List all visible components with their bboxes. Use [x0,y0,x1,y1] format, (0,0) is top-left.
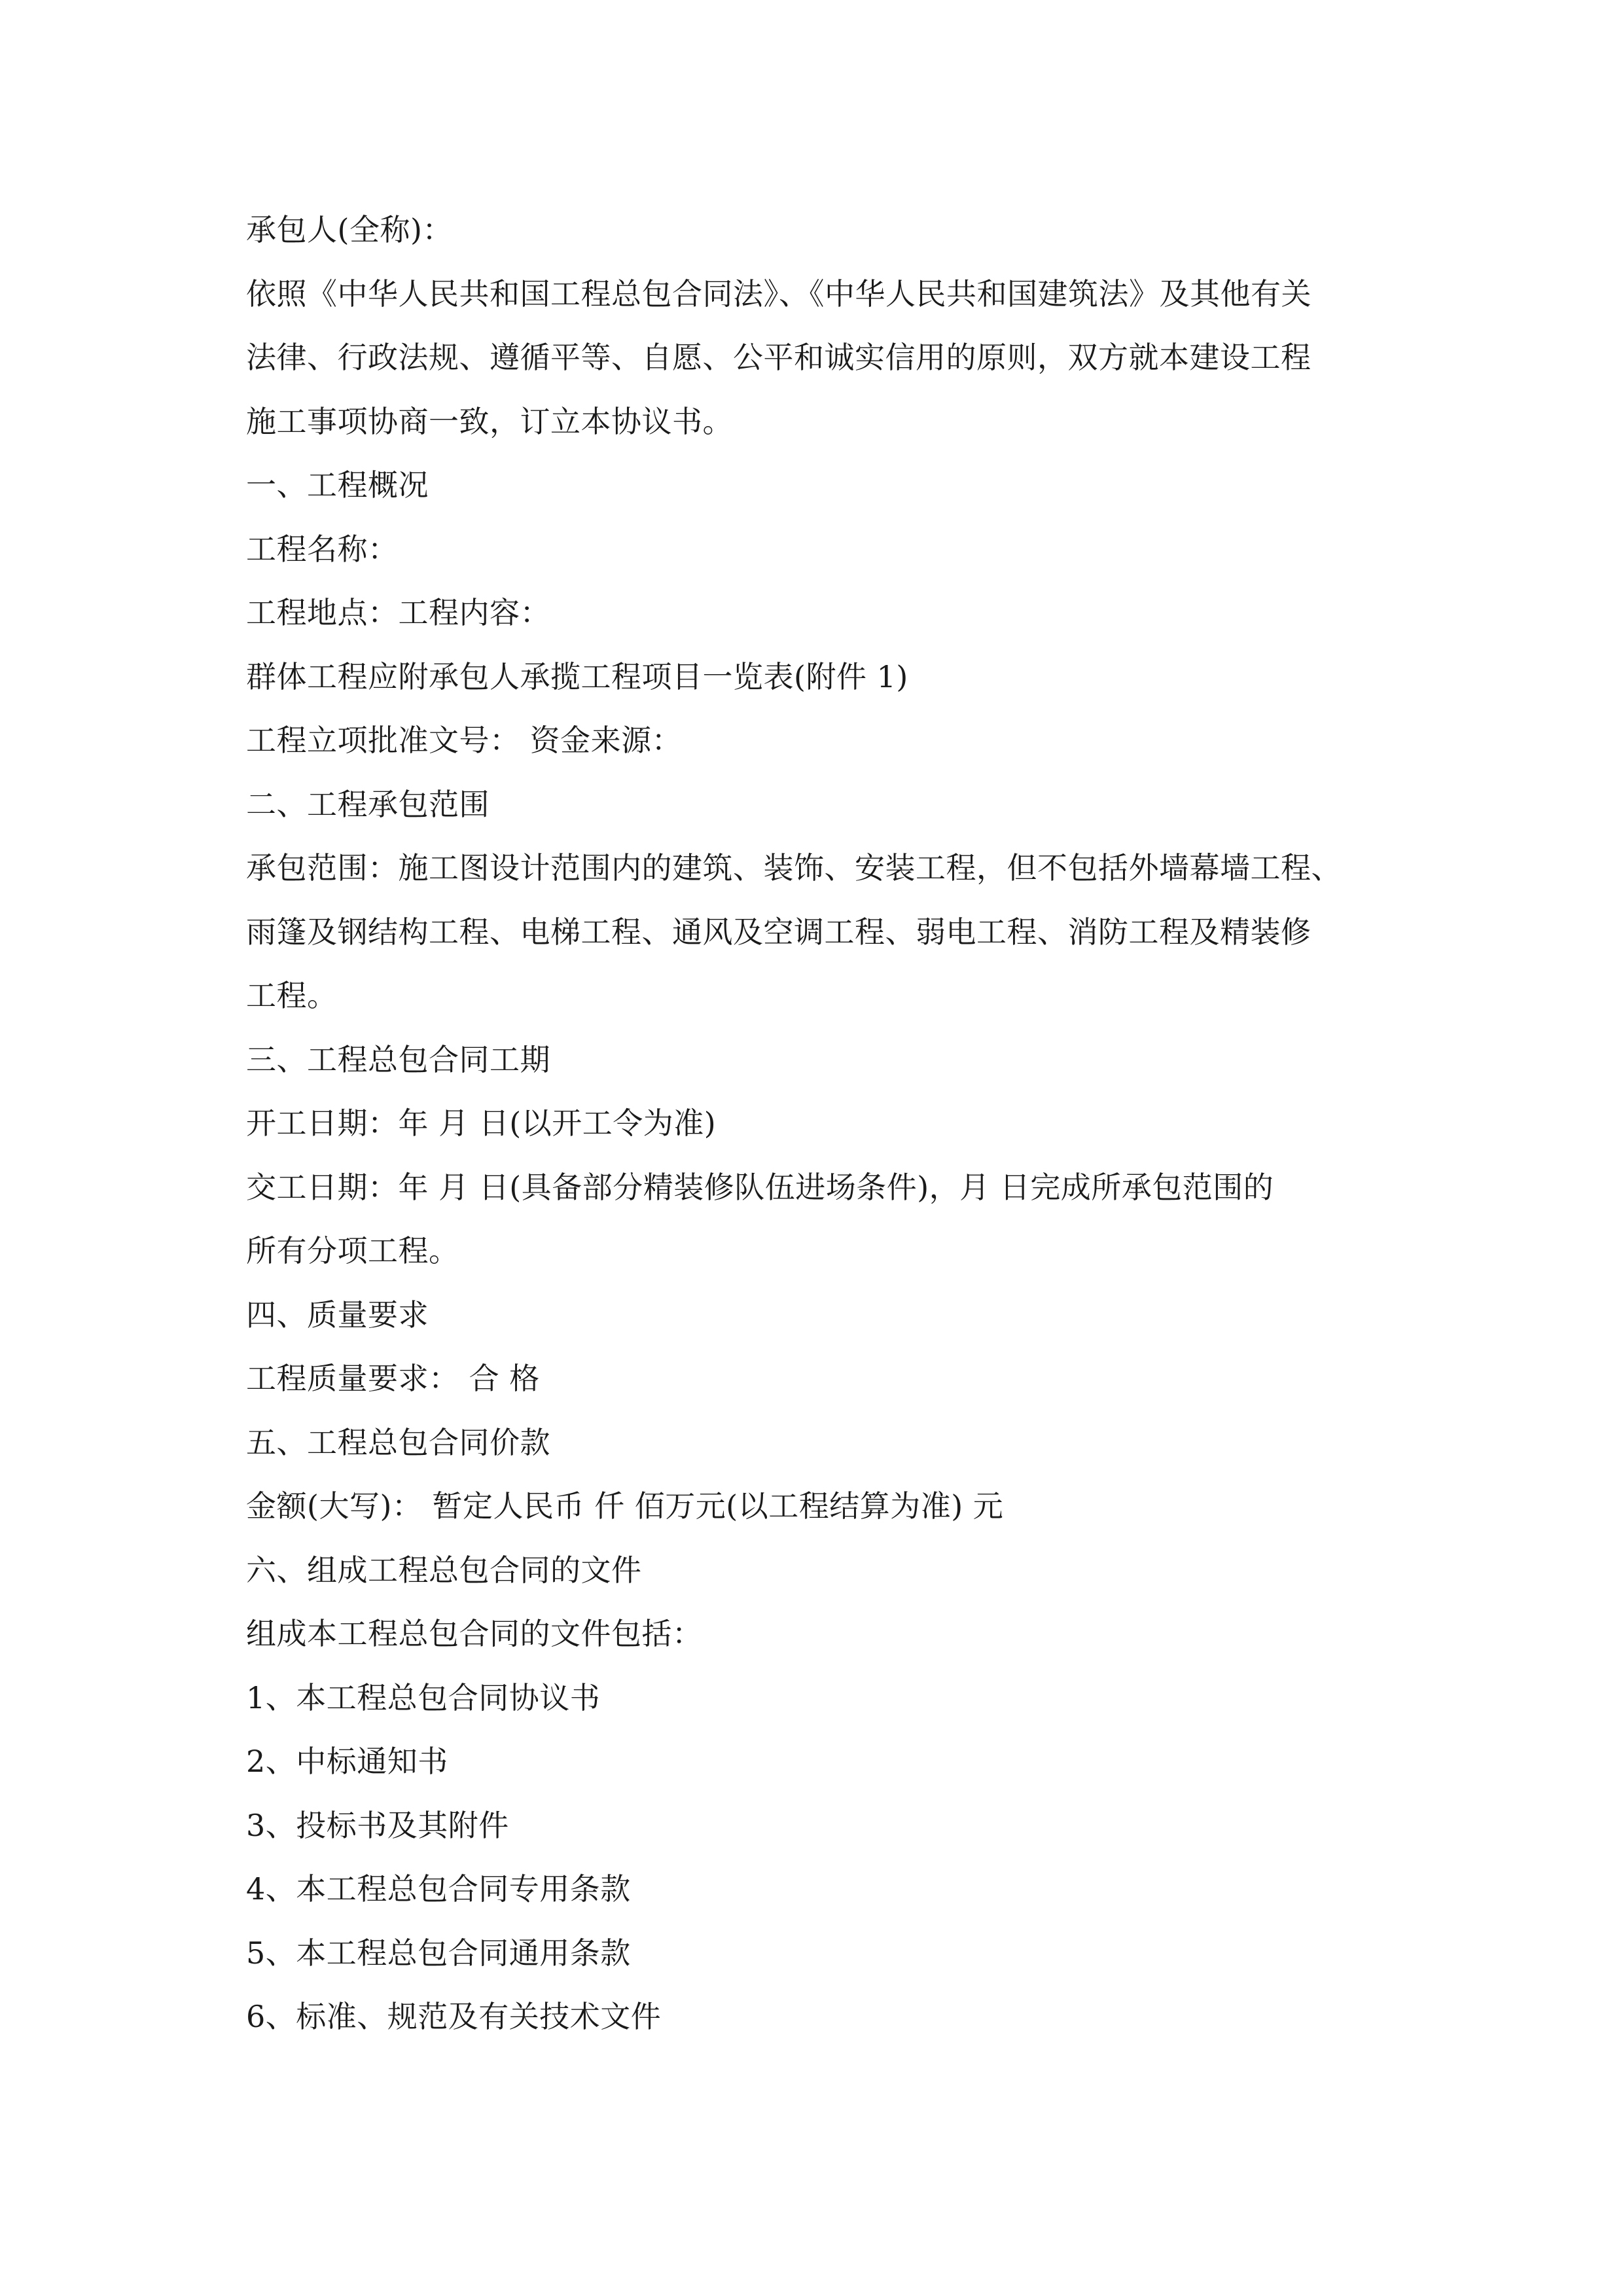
project-name-line: 工程名称： [246,531,399,567]
handover-date-line-1: 交工日期：年 月 日(具备部分精装修队伍进场条件)，月 日完成所承包范围的 [246,1169,1274,1205]
section-heading-5: 五、工程总包合同价款 [246,1424,550,1460]
contract-amount-line: 金额(大写)： 暂定人民币 仟 佰万元(以工程结算为准) 元 [246,1488,1004,1524]
handover-date-line-2: 所有分项工程。 [246,1233,459,1268]
section-heading-4: 四、质量要求 [246,1297,429,1333]
section-heading-3: 三、工程总包合同工期 [246,1041,550,1077]
documents-intro-line: 组成本工程总包合同的文件包括： [246,1616,703,1651]
document-list-item-5: 5、本工程总包合同通用条款 [246,1935,631,1971]
quality-requirement-line: 工程质量要求： 合 格 [246,1361,540,1396]
preamble-line-1: 依照《中华人民共和国工程总包合同法》、《中华人民共和国建筑法》及其他有关 [246,276,1311,312]
scope-line-1: 承包范围：施工图设计范围内的建筑、装饰、安装工程，但不包括外墙幕墙工程、 [246,850,1342,886]
section-heading-2: 二、工程承包范围 [246,786,490,822]
approval-number-line: 工程立项批准文号： 资金来源： [246,723,683,758]
contractor-name-line: 承包人(全称)： [246,212,453,247]
project-location-line: 工程地点：工程内容： [246,595,550,630]
section-heading-6: 六、组成工程总包合同的文件 [246,1552,642,1588]
scope-line-3: 工程。 [246,978,338,1013]
start-date-line: 开工日期：年 月 日(以开工令为准) [246,1105,717,1141]
document-list-item-6: 6、标准、规范及有关技术文件 [246,1999,662,2034]
group-project-line: 群体工程应附承包人承揽工程项目一览表(附件 1) [246,658,908,694]
section-heading-1: 一、工程概况 [246,467,429,503]
preamble-line-3: 施工事项协商一致，订立本协议书。 [246,403,733,439]
document-list-item-4: 4、本工程总包合同专用条款 [246,1871,631,1907]
document-list-item-1: 1、本工程总包合同协议书 [246,1679,601,1715]
document-list-item-3: 3、投标书及其附件 [246,1807,509,1843]
preamble-line-2: 法律、行政法规、遵循平等、自愿、公平和诚实信用的原则，双方就本建设工程 [246,340,1311,375]
document-body [246,198,1385,2049]
scope-line-2: 雨篷及钢结构工程、电梯工程、通风及空调工程、弱电工程、消防工程及精装修 [246,914,1311,950]
document-list-item-2: 2、中标通知书 [246,1744,448,1779]
